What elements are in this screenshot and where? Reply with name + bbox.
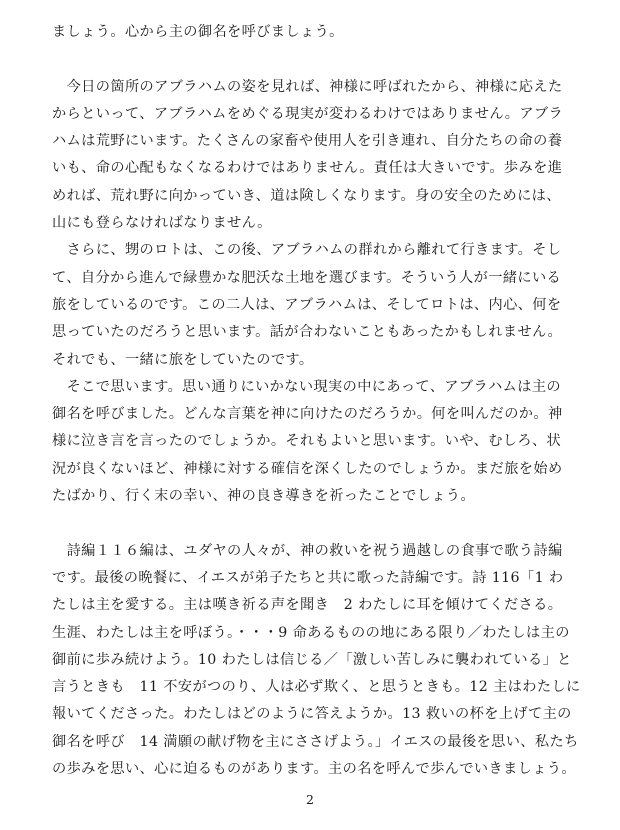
text-line: 思っていたのだろうと思います。話が合わないこともあったかもしれません。 <box>52 324 563 341</box>
text-line: 旅をしているのです。この二人は、アブラハムは、そしてロトは、内心、何を <box>52 296 562 313</box>
page-number: 2 <box>306 792 314 807</box>
text-line: 生涯、わたしは主を呼ぼう。・・・9 命あるものの地にある限り／わたしは主の <box>52 624 570 641</box>
paragraph-spacer <box>52 510 562 537</box>
paragraph-calling-name <box>52 374 562 510</box>
text-line: 況が良くないほど、神様に対する確信を深くしたのでしょうか。まだ旅を始め <box>52 460 563 477</box>
paragraph-lot <box>52 237 562 373</box>
text-line: さらに、甥のロトは、この後、アブラハムの群れから離れて行きます。そし <box>52 242 562 259</box>
text-line: の歩みを思い、心に迫るものがあります。主の名を呼んで歩んでいきましょう。 <box>52 761 577 778</box>
text-line: そこで思います。思い通りにいかない現実の中にあって、アブラハムは主の <box>52 378 562 395</box>
text-line: 御前に歩み続けよう。10 わたしは信じる／「激しい苦しみに襲われている」と <box>52 651 572 668</box>
text-line: 詩編１１６編は、ユダヤの人々が、神の救いを祝う過越しの食事で歌う詩編 <box>52 542 563 559</box>
text-line: て、自分から進んで緑豊かな肥沃な土地を選びます。そういう人が一緒にいる <box>52 269 562 286</box>
paragraph-continuation <box>52 19 562 46</box>
text-line: からといって、アブラハムをめぐる現実が変わるわけではありません。アブラ <box>52 105 564 122</box>
paragraph-abraham-reality <box>52 74 562 238</box>
text-line: 今日の箇所のアブラハムの姿を見れば、神様に呼ばれたから、神様に応えた <box>52 78 563 95</box>
text-line: 御名を呼び 14 満願の献げ物を主にささげよう。」イエスの最後を思い、私たち <box>52 733 579 750</box>
body-text <box>52 19 581 783</box>
text-line: たばかり、行く末の幸い、神の良き導きを祈ったことでしょう。 <box>52 488 476 505</box>
text-line: めれば、荒れ野に向かっていき、道は険しくなります。身の安全のためには、 <box>52 187 561 204</box>
text-line: 御名を呼びました。どんな言葉を神に向けたのだろうか。何を叫んだのか。神 <box>52 406 563 423</box>
text-line: です。最後の晩餐に、イエスが弟子たちと共に歌った詩編です。詩 116「1 わ <box>52 569 564 586</box>
text-line: いも、命の心配もなくなるわけではありません。責任は大きいです。歩みを進 <box>52 160 563 177</box>
text-line: ハムは荒野にいます。たくさんの家畜や使用人を引き連れ、自分たちの命の養 <box>52 133 563 150</box>
paragraph-spacer <box>52 46 562 73</box>
text-line: それでも、一緒に旅をしていたのです。 <box>52 351 314 368</box>
paragraph-psalm-116 <box>52 538 581 784</box>
text-line: 報いてくださった。わたしはどのように答えようか。13 救いの杯を上げて主の <box>52 706 572 723</box>
text-line: 言うときも 11 不安がつのり、人は必ず欺く、と思うときも。12 主はわたしに <box>52 679 581 696</box>
text-line: 様に泣き言を言ったのでしょうか。それもよいと思います。いや、むしろ、状 <box>52 433 562 450</box>
text-line: ましょう。心から主の御名を呼びましょう。 <box>52 24 344 40</box>
text-line: 山にも登らなければなりません。 <box>52 215 272 232</box>
text-line: たしは主を愛する。主は嘆き祈る声を聞き 2 わたしに耳を傾けてくださる。 <box>52 597 563 614</box>
